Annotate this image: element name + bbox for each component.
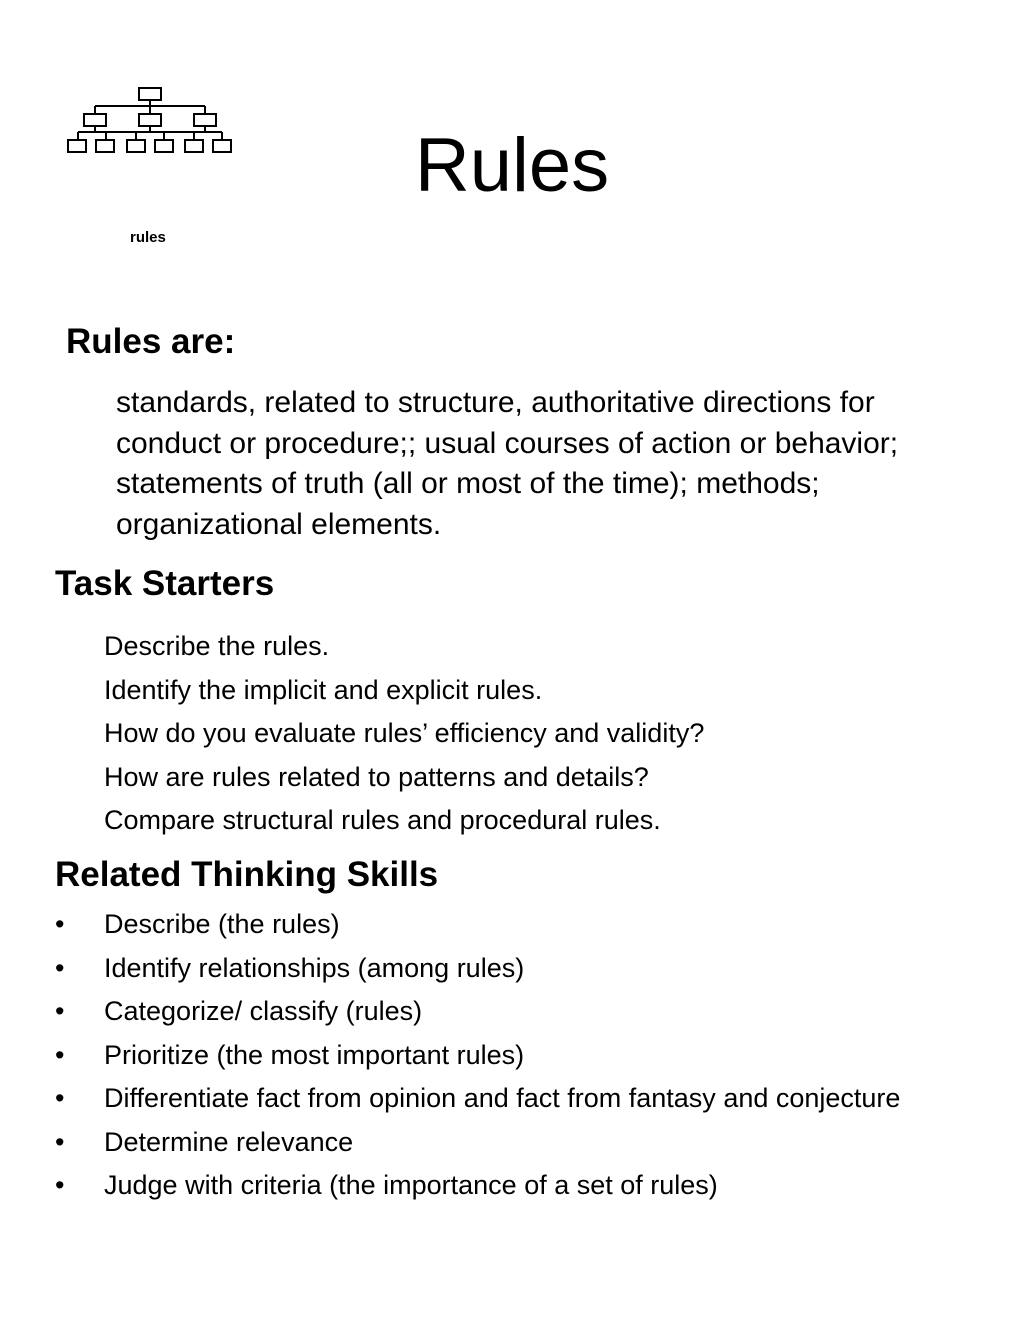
- skill-item: [55, 906, 915, 942]
- skill-item-text: Describe (the rules): [104, 909, 340, 939]
- skill-item: [55, 1037, 915, 1073]
- task-starters-heading: Task Starters: [55, 564, 275, 603]
- skill-item: [55, 993, 915, 1029]
- bullet-icon: •: [55, 1126, 65, 1157]
- skill-item-text: Differentiate fact from opinion and fact from fantasy and conjecture: [104, 1083, 901, 1113]
- task-starter-item: Compare structural rules and procedural rules.: [104, 805, 661, 835]
- skill-item-text: Prioritize (the most important rules): [104, 1039, 525, 1070]
- bullet-icon: •: [55, 996, 65, 1026]
- bullet-icon: •: [55, 909, 65, 939]
- task-starter-item: Describe the rules.: [104, 631, 330, 661]
- skill-item-text: Identify relationships (among rules): [104, 952, 525, 983]
- skill-item: [55, 1080, 915, 1116]
- logo-caption: rules: [130, 229, 166, 246]
- rules-are-heading: Rules are:: [66, 322, 236, 361]
- task-starters-list: [104, 628, 704, 846]
- task-starter-item: How do you evaluate rules’ efficiency and validity?: [104, 718, 705, 748]
- skill-item-text: Categorize/ classify (rules): [104, 996, 423, 1026]
- bullet-icon: •: [55, 1170, 65, 1200]
- page-title: Rules: [414, 123, 610, 208]
- related-skills-heading: Related Thinking Skills: [55, 855, 439, 894]
- skill-item: [55, 950, 915, 986]
- rules-definition: standards, related to structure, authoritative directions for conduct or procedure;; usual courses of action or behavior; statements of truth (all or most of the time); methods; organizational elements.: [116, 386, 899, 541]
- task-starter-item: How are rules related to patterns and details?: [104, 761, 649, 792]
- skill-item-text: Determine relevance: [104, 1126, 354, 1157]
- org-chart-icon: [66, 86, 234, 158]
- bullet-icon: •: [55, 952, 65, 983]
- bullet-icon: •: [55, 1083, 65, 1113]
- bullet-icon: •: [55, 1039, 65, 1070]
- skill-item: [55, 1167, 915, 1203]
- task-starter-item: Identify the implicit and explicit rules.: [104, 674, 543, 705]
- related-skills-list: [55, 906, 915, 1211]
- skill-item-text: Judge with criteria (the importance of a set of rules): [104, 1170, 718, 1200]
- skill-item: [55, 1124, 915, 1160]
